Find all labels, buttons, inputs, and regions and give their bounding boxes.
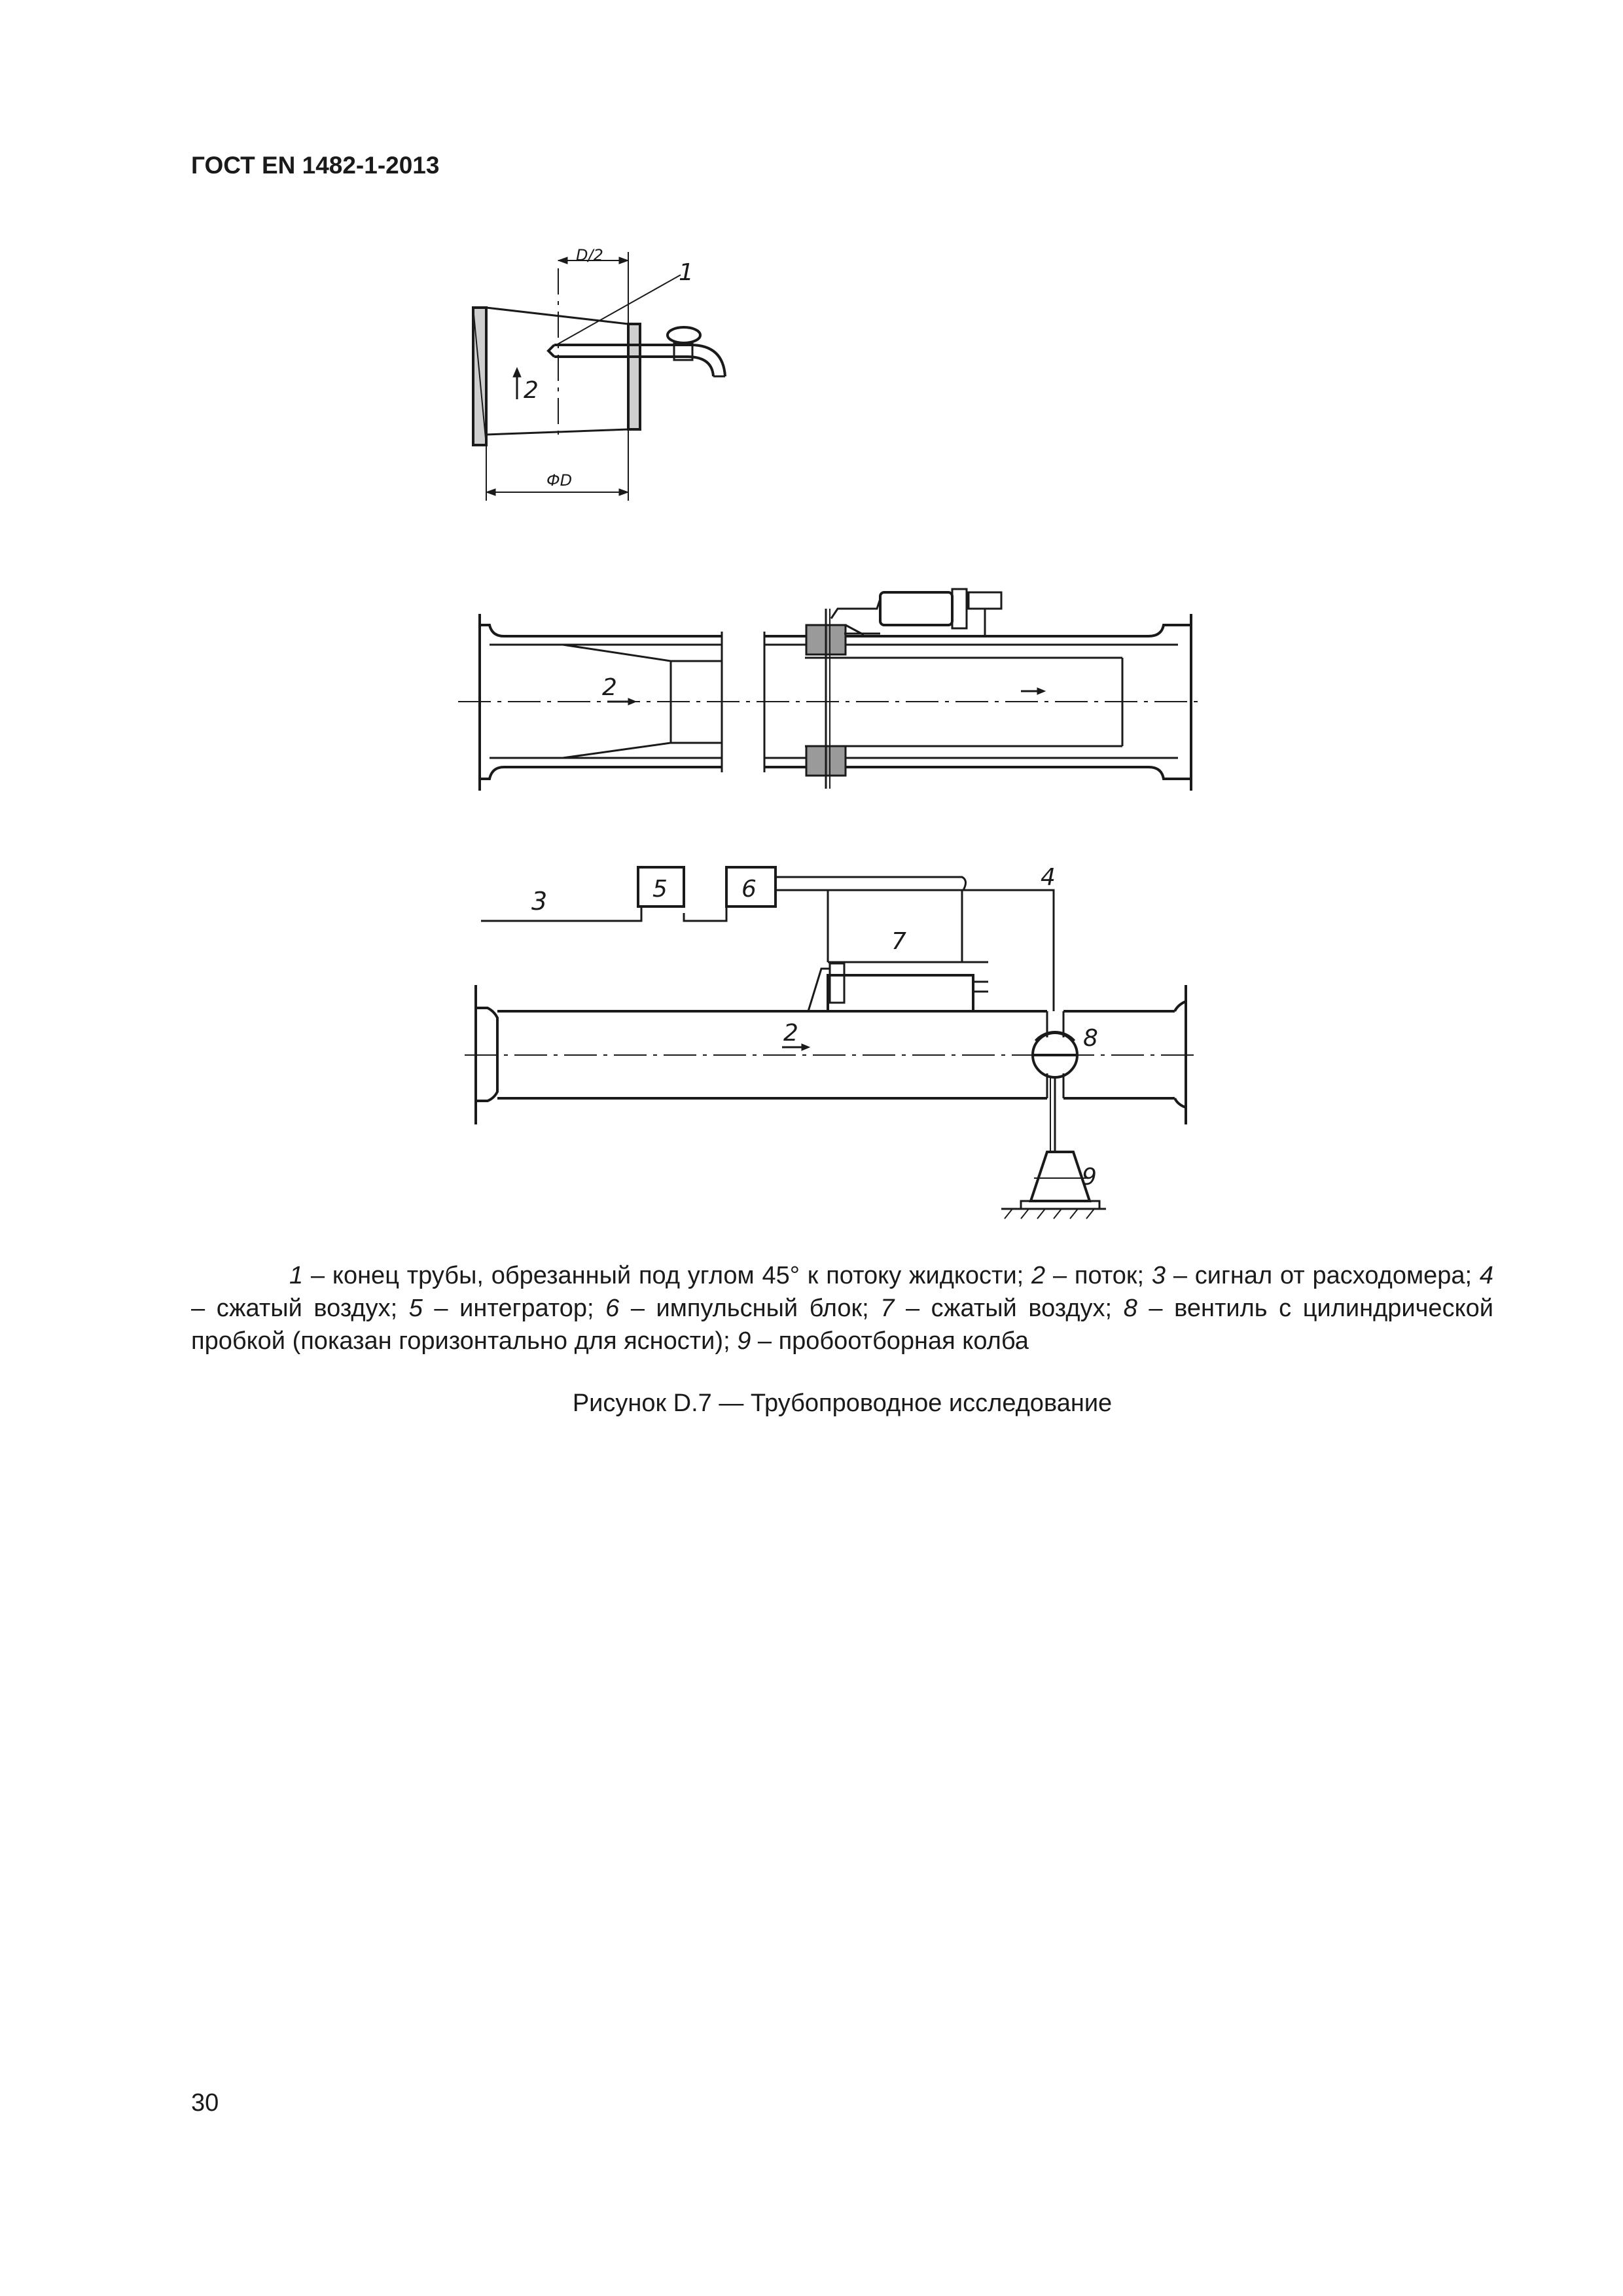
- legend-text-8: – вентиль с цилиндрической пробкой (показан горизонтально для ясности);: [191, 1295, 1493, 1355]
- legend-num-5: 5: [408, 1295, 423, 1322]
- document-header: ГОСТ EN 1482-1-2013: [191, 152, 440, 179]
- figure-caption: Рисунок D.7 — Трубопроводное исследование: [572, 1390, 1113, 1417]
- legend-num-1: 1: [289, 1262, 304, 1289]
- legend-num-6: 6: [605, 1295, 620, 1322]
- label-1: 1: [679, 259, 694, 286]
- legend-num-8: 8: [1123, 1295, 1137, 1322]
- page-number: 30: [191, 2089, 219, 2117]
- legend-text-5: – интегратор;: [422, 1295, 606, 1322]
- label-2-mid: 2: [602, 674, 617, 701]
- figure-legend: [191, 1259, 1493, 1357]
- label-9: 9: [1082, 1164, 1097, 1191]
- legend-num-4: 4: [1479, 1262, 1493, 1289]
- legend-text-2: – поток;: [1045, 1262, 1152, 1289]
- legend-num-7: 7: [880, 1295, 895, 1322]
- pipe-section-view: [458, 589, 1201, 791]
- legend-text-7: – сжатый воздух;: [894, 1295, 1124, 1322]
- legend-num-3: 3: [1151, 1262, 1166, 1289]
- label-2-bot: 2: [783, 1020, 798, 1047]
- label-dim-half: D/2: [576, 246, 603, 264]
- legend-text-4: – сжатый воздух;: [191, 1295, 409, 1322]
- label-5: 5: [652, 876, 668, 903]
- label-4: 4: [1041, 864, 1056, 891]
- label-6: 6: [741, 876, 757, 903]
- label-8: 8: [1083, 1025, 1098, 1052]
- legend-text-6: – импульсный блок;: [619, 1295, 881, 1322]
- label-2-top: 2: [524, 377, 539, 404]
- legend-num-2: 2: [1031, 1262, 1046, 1289]
- legend-text-9: – пробоотборная колба: [751, 1327, 1029, 1355]
- legend-text-3: – сигнал от расходомера;: [1166, 1262, 1480, 1289]
- label-dim-full: ФD: [546, 471, 573, 490]
- label-3: 3: [531, 887, 548, 916]
- legend-text-1: – конец трубы, обрезанный под углом 45° к потоку жидкости;: [303, 1262, 1032, 1289]
- detail-sampling-tube: [473, 252, 725, 501]
- label-7: 7: [891, 928, 906, 955]
- legend-num-9: 9: [737, 1327, 751, 1355]
